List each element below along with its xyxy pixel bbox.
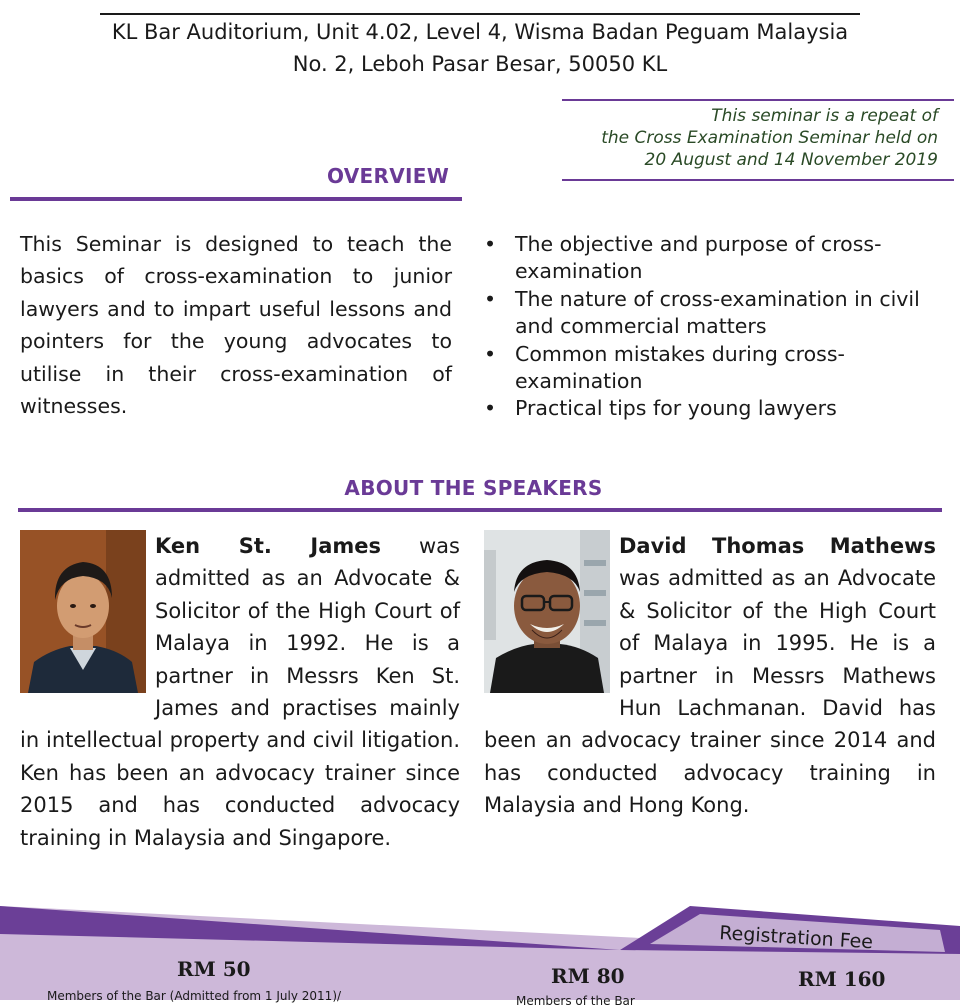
bullet-icon: • bbox=[484, 232, 497, 256]
header-divider bbox=[100, 13, 860, 15]
portrait-david-image bbox=[484, 530, 610, 693]
speaker-bio-ken: was admitted as an Advocate & Solicitor of the High Court of Malaya in 1992. He is a partner in Messrs Ken St. James and practises mainly in intellectual property and civil litigation. Ken has been an advocacy trainer since 2015 and has conducted advocacy training in Malaysia and Singapore. bbox=[20, 534, 460, 850]
fee-amount-2: RM 80 bbox=[551, 964, 625, 988]
speaker-photo-david bbox=[484, 530, 610, 693]
topic-item bbox=[484, 395, 944, 422]
speaker-name-ken: Ken St. James bbox=[155, 534, 382, 558]
overview-divider bbox=[10, 197, 462, 201]
topic-item bbox=[484, 341, 944, 396]
topic-item bbox=[484, 231, 944, 286]
repeat-note-line-3: 20 August and 14 November 2019 bbox=[644, 150, 938, 170]
topic-text: Common mistakes during cross-examination bbox=[515, 341, 845, 394]
venue-line-2: No. 2, Leboh Pasar Besar, 50050 KL bbox=[292, 52, 668, 76]
speaker-david bbox=[484, 530, 936, 822]
topic-text: The nature of cross-examination in civil and commercial matters bbox=[515, 286, 920, 339]
topic-item bbox=[484, 286, 944, 341]
bullet-icon: • bbox=[484, 341, 497, 366]
repeat-note-top-rule bbox=[562, 99, 954, 101]
registration-fee-heading: Registration Fee bbox=[718, 922, 874, 954]
repeat-note-line-1: This seminar is a repeat of bbox=[711, 106, 938, 126]
topics-list bbox=[484, 231, 944, 423]
topic-text: The objective and purpose of cross-examination bbox=[515, 232, 882, 284]
portrait-ken-image bbox=[20, 530, 146, 693]
repeat-note-bottom-rule bbox=[562, 179, 954, 181]
speaker-bio-david: was admitted as an Advocate & Solicitor of the High Court of Malaya in 1995. He is a partner in Messrs Mathews Hun Lachmanan. David has been an advocacy trainer since 2014 and has conducted advocacy training in Malaysia and Hong Kong. bbox=[484, 566, 936, 818]
repeat-note-text bbox=[601, 105, 938, 171]
overview-paragraph: This Seminar is designed to teach the basics of cross-examination to junior lawyers and to impart useful lessons and pointers for the young advocates to utilise in their cross-examination of witnesses. bbox=[20, 232, 452, 419]
speakers-divider bbox=[18, 508, 942, 512]
bullet-icon: • bbox=[484, 286, 497, 311]
fee-note-2: Members of the Bar bbox=[516, 994, 635, 1008]
fee-amount-3: RM 160 bbox=[798, 967, 886, 991]
fee-note-1: Members of the Bar (Admitted from 1 July 2011)/ bbox=[47, 989, 342, 1003]
repeat-note bbox=[562, 99, 954, 182]
topic-text: Practical tips for young lawyers bbox=[515, 396, 837, 421]
speakers-heading: ABOUT THE SPEAKERS bbox=[344, 476, 603, 500]
overview-heading: OVERVIEW bbox=[327, 164, 450, 188]
fee-amount-1: RM 50 bbox=[177, 957, 251, 981]
speaker-name-david: David Thomas Mathews bbox=[619, 534, 936, 558]
bullet-icon: • bbox=[484, 396, 497, 421]
speaker-photo-ken bbox=[20, 530, 146, 693]
venue-line-1: KL Bar Auditorium, Unit 4.02, Level 4, Wisma Badan Peguam Malaysia bbox=[111, 20, 849, 44]
repeat-note-line-2: the Cross Examination Seminar held on bbox=[601, 128, 938, 148]
speaker-ken bbox=[20, 530, 460, 854]
